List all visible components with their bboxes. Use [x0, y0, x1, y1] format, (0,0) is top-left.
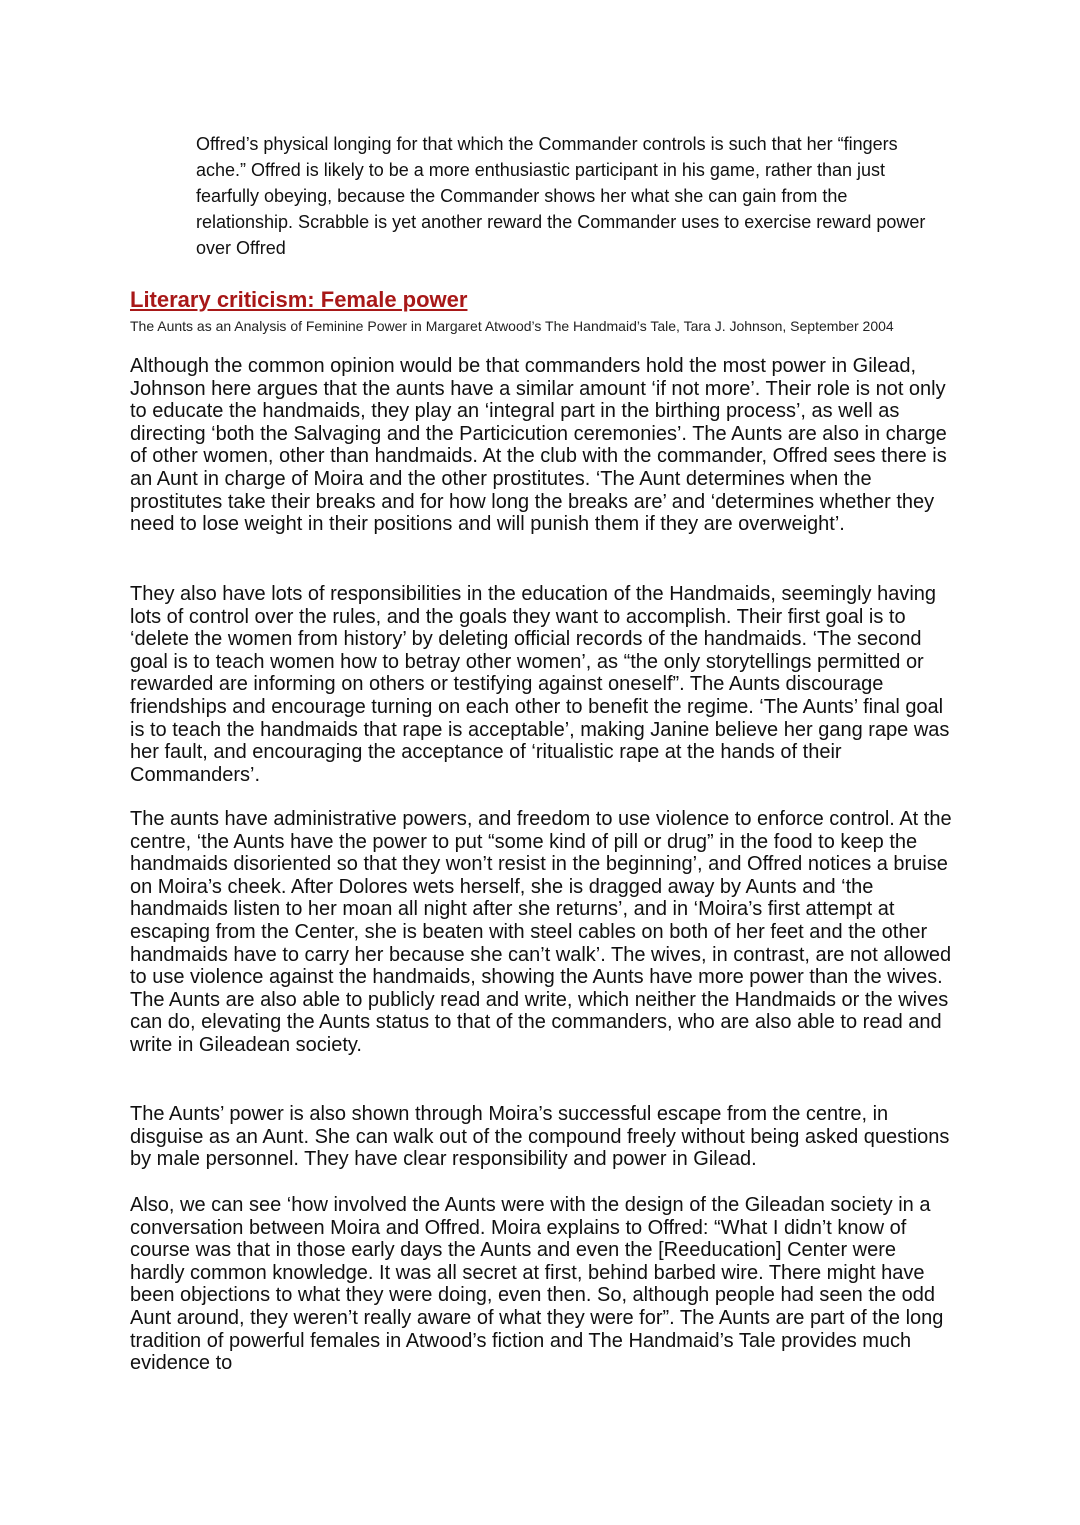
body-paragraph: Also, we can see ‘how involved the Aunts were with the design of the Gileadan society in a conversation between Moira and Offred. Moira explains to Offred: “What I didn’t know of course was that in those early days the Aunts and even the [Reeducation] Center were hardly common knowledge. It was all secret at first, behind barbed wire. There might have been objections to what they were doing, even then. So, although people had seen the odd Aunt around, they weren’t really aware of what they were for”. The Aunts are part of the long tradition of powerful females in Atwood’s fiction and The Handmaid’s Tale provides much evidence to — [130, 1194, 944, 1375]
intro-paragraph: Offred’s physical longing for that which the Commander controls is such that her “fingers ache.” Offred is likely to be a more enthusiastic participant in his game, rather than just fearfully obeying, because the Commander shows her what she can gain from the relationship. Scrabble is yet another reward the Commander uses to exercise reward power over Offred — [196, 134, 926, 258]
body-paragraph: They also have lots of responsibilities in the education of the Handmaids, seemingly having lots of control over the rules, and the goals they want to accomplish. Their first goal is to ‘delete the women from history’ by deleting official records of the handmaids. ‘The second goal is to teach women how to betray other women’, as “the only storytellings permitted or rewarded are informing on others or testifying against oneself”. The Aunts discourage friendships and encourage turning on each other to benefit the regime. ‘The Aunts’ final goal is to teach the handmaids that rape is acceptable’, making Janine believe her gang rape was her fault, and encouraging the acceptance of ‘ritualistic rape at the hands of their Commanders’. — [130, 583, 950, 786]
body-paragraph: Although the common opinion would be that commanders hold the most power in Gilead, Johnson here argues that the aunts have a similar amount ‘if not more’. Their role is not only to educate the handmaids, they play an ‘integral part in the birthing process’, as well as directing ‘both the Salvaging and the Particicution ceremonies’. The Aunts are also in charge of other women, other than handmaids. At the club with the commander, Offred sees there is an Aunt in charge of Moira and the other prostitutes. ‘The Aunt determines when the prostitutes take their breaks and for how long the breaks are’ and ‘determines whether they need to lose weight in their positions and will punish them if they are overweight’. — [130, 355, 947, 536]
source-citation: The Aunts as an Analysis of Feminine Power in Margaret Atwood’s The Handmaid’s Tale, Tara J. Johnson, September 2004 — [130, 318, 894, 334]
body-paragraph: The aunts have administrative powers, and freedom to use violence to enforce control. At the centre, ‘the Aunts have the power to put “some kind of pill or drug” in the food to keep the handmaids disoriented so that they won’t resist in the beginning’, and Offred notices a bruise on Moira’s cheek. After Dolores wets herself, she is dragged away by Aunts and ‘the handmaids listen to her moan all night after she returns’, and in ‘Moira’s first attempt at escaping from the Center, she is beaten with steel cables on both of her feet and the other handmaids have to carry her because she can’t walk’. The wives, in contrast, are not allowed to use violence against the handmaids, showing the Aunts have more power than the wives. The Aunts are also able to publicly read and write, which neither the Handmaids or the wives can do, elevating the Aunts status to that of the commanders, who are also able to read and write in Gileadean society. — [130, 808, 952, 1056]
body-paragraph: The Aunts’ power is also shown through Moira’s successful escape from the centre, in disguise as an Aunt. She can walk out of the compound freely without being asked questions by male personnel. They have clear responsibility and power in Gilead. — [130, 1103, 950, 1171]
section-heading: Literary criticism: Female power — [130, 287, 468, 312]
